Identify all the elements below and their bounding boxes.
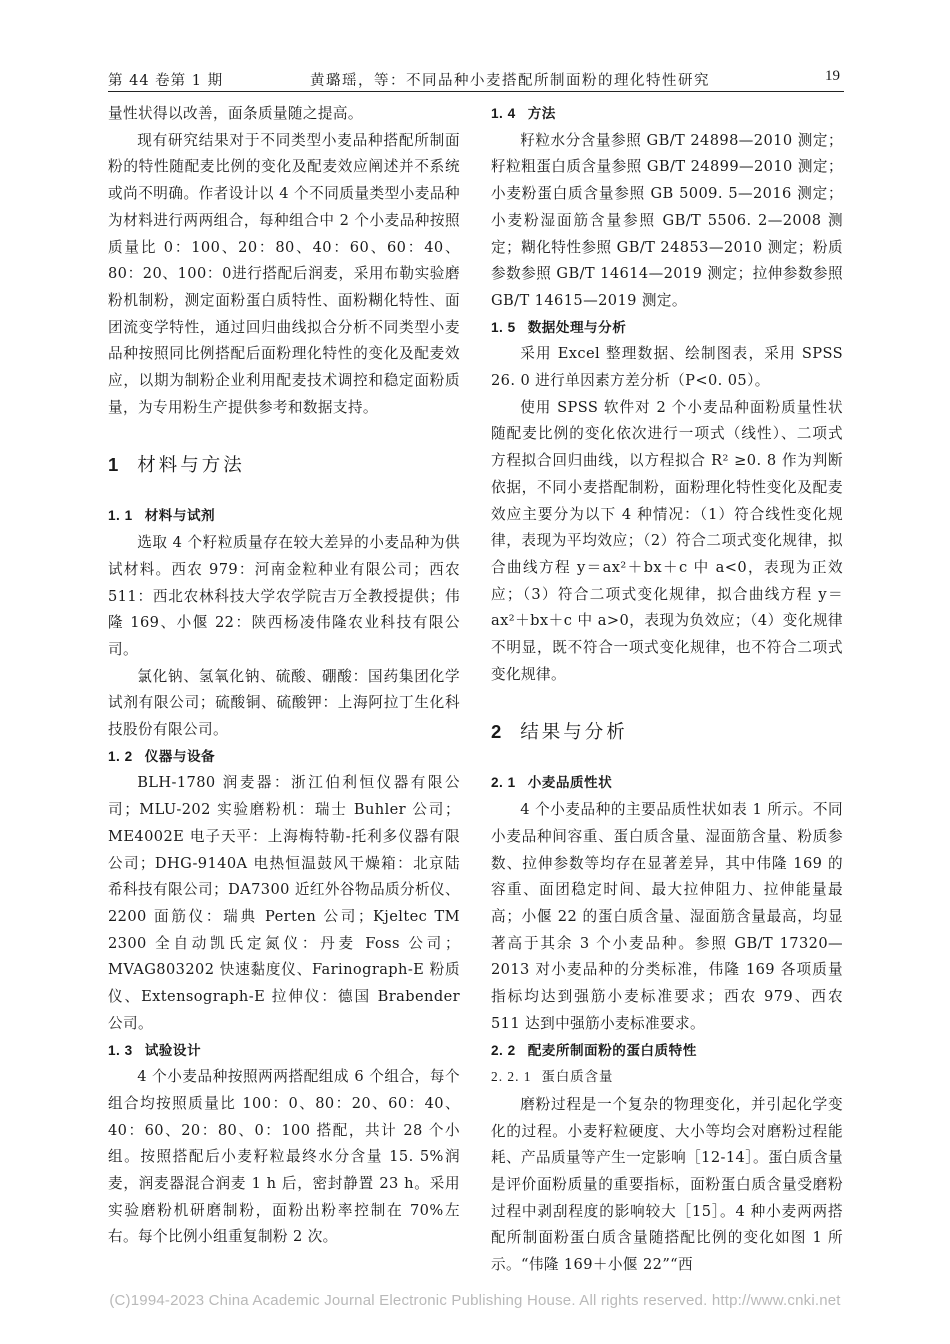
- subsubsection-heading-2-2-1: [491, 1064, 843, 1092]
- subsection-number: 1. 1: [108, 508, 133, 524]
- left-column: [108, 101, 460, 1251]
- subsection-heading-2-1: [491, 770, 843, 797]
- subsection-heading-1-5: [491, 315, 843, 342]
- subsection-title: 仪器与设备: [144, 748, 216, 765]
- subsection-number: 1. 5: [491, 319, 516, 335]
- subsection-heading-2-2: [491, 1038, 843, 1065]
- subsection-number: 1. 4: [491, 106, 516, 121]
- paragraph: 籽粒水分含量参照 GB/T 24898—2010 测定；籽粒粗蛋白质含量参照 GB/T 24899—2010 测定；小麦粉蛋白质含量参照 GB 5009. 5—2016 测定；小麦粉湿面筋含量参照 GB/T 5506. 2—2008 测定；糊化特性参照 GB/T 24853—2010 测定；粉质参数参照 GB/T 14614—2019 测定；拉伸参数参照 GB/T 14615—2019 测定。: [491, 131, 843, 309]
- subsection-heading-1-2: [108, 744, 460, 771]
- section-number: 1: [108, 454, 122, 476]
- section-title: 材料与方法: [137, 455, 245, 477]
- subsection-title: 方法: [527, 106, 556, 122]
- paragraph: BLH-1780 润麦器：浙江伯利恒仪器有限公司；MLU-202 实验磨粉机：瑞士 Buhler 公司；ME4002E 电子天平：上海梅特勒-托利多仪器有限公司；DHG-9140A 电热恒温鼓风干燥箱：北京陆希科技有限公司；DA7300 近红外谷物品质分析仪、2200 面筋仪：瑞典 Perten 公司；Kjeltec TM 2300 全自动凯氏定氮仪：丹麦 Foss 公司；MVAG803202 快速黏度仪、Farinograph-E 粉质仪、Extensograph-E 拉伸仪：德国 Brabender 公司。: [108, 774, 460, 1032]
- paragraph: 采用 Excel 整理数据、绘制图表，采用 SPSS 26. 0 进行单因素方差分析（P<0. 05）。: [491, 345, 843, 390]
- section-heading-1: [108, 441, 460, 489]
- paragraph: 氯化钠、氢氧化钠、硫酸、硼酸：国药集团化学试剂有限公司；硫酸铜、硫酸钾：上海阿拉丁生化科技股份有限公司。: [108, 667, 460, 739]
- page-number: 19: [825, 68, 840, 84]
- subsection-number: 1. 2: [108, 748, 133, 764]
- paragraph: 现有研究结果对于不同类型小麦品种搭配所制面粉的特性随配麦比例的变化及配麦效应阐述并不系统或尚不明确。作者设计以 4 个不同质量类型小麦品种为材料进行两两组合，每种组合中 2 个小麦品种按照质量比 0：100、20：80、40：60、60：40、80：20、100：0进行搭配后润麦，采用布勒实验磨粉机制粉，测定面粉蛋白质特性、面粉糊化特性、面团流变学特性，通过回归曲线拟合分析不同类型小麦品种按照同比例搭配后面粉理化特性的变化及配麦效应，以期为制粉企业利用配麦技术调控和稳定面粉质量，为专用粉生产提供参考和数据支持。: [108, 131, 460, 416]
- paragraph: 选取 4 个籽粒质量存在较大差异的小麦品种为供试材料。西农 979：河南金粒种业有限公司；西农 511：西北农林科技大学农学院吉万全教授提供；伟隆 169、小偃 22：陕西杨凌伟隆农业科技有限公司。: [108, 534, 460, 658]
- section-number: 2: [491, 721, 505, 743]
- paragraph: 4 个小麦品种的主要品质性状如表 1 所示。不同小麦品种间容重、蛋白质含量、湿面筋含量、粉质参数、拉伸参数等均存在显著差异，其中伟隆 169 的容重、面团稳定时间、最大拉伸阻力、拉伸能量最高；小偃 22 的蛋白质含量、湿面筋含量最高，均显著高于其余 3 个小麦品种。参照 GB/T 17320—2013 对小麦品种的分类标准，伟隆 169 各项质量指标均达到强筋小麦标准要求；西农 979、西农 511 达到中强筋小麦标准要求。: [491, 801, 843, 1032]
- paragraph: 4 个小麦品种按照两两搭配组成 6 个组合，每个组合均按照质量比 100：0、80：20、60：40、40：60、20：80、0：100 搭配，共计 28 个小组。按照搭配后小麦籽粒最终水分含量 15. 5%润麦，润麦器混合润麦 1 h 后，密封静置 23 h。采用实验磨粉机研磨制粉，面粉出粉率控制在 70%左右。每个比例小组重复制粉 2 次。: [108, 1068, 460, 1246]
- subsection-title: 小麦品质性状: [527, 775, 613, 792]
- subsection-title: 试验设计: [144, 1042, 202, 1059]
- running-header: [108, 66, 844, 92]
- subsection-number: 2. 2: [491, 1042, 516, 1058]
- section-heading-2: [491, 708, 843, 756]
- paragraph: 量性状得以改善，面条质量随之提高。: [108, 105, 363, 122]
- subsection-number: 1. 3: [108, 1042, 133, 1058]
- paragraph: 使用 SPSS 软件对 2 个小麦品种面粉质量性状随配麦比例的变化依次进行一项式（线性）、二项式方程拟合回归曲线，以方程拟合 R² ≥0. 8 作为判断依据，不同小麦搭配制粉，面粉理化特性变化及配麦效应主要分为以下 4 种情况：（1）符合线性变化规律，表现为平均效应；（2）符合二项式变化规律，拟合曲线方程 y＝ax²＋bx＋c 中 a<0，表现为正效应；（3）符合二项式变化规律，拟合曲线方程 y＝ax²＋bx＋c 中 a>0，表现为负效应；（4）变化规律不明显，既不符合一项式变化规律，也不符合二项式变化规律。: [491, 398, 843, 683]
- subsection-number: 2. 1: [491, 775, 516, 791]
- subsection-heading-1-3: [108, 1038, 460, 1065]
- subsection-title: 材料与试剂: [144, 508, 216, 525]
- subsection-title: 数据处理与分析: [527, 319, 627, 336]
- subsection-heading-1-1: [108, 503, 460, 530]
- subsection-title: 配麦所制面粉的蛋白质特性: [527, 1042, 697, 1059]
- header-rule: [108, 91, 844, 92]
- volume-issue: 第 44 卷第 1 期: [108, 73, 224, 89]
- subsection-heading-1-4: [491, 101, 843, 128]
- subsubsection-number: 2. 2. 1: [491, 1069, 532, 1085]
- subsubsection-title: 蛋白质含量: [541, 1070, 614, 1086]
- running-title: 黄璐瑶，等：不同品种小麦搭配所制面粉的理化特性研究: [310, 73, 710, 89]
- right-column: [491, 101, 843, 1279]
- section-title: 结果与分析: [520, 722, 628, 744]
- paragraph: 磨粉过程是一个复杂的物理变化，并引起化学变化的过程。小麦籽粒硬度、大小等均会对磨粉过程能耗、产品质量等产生一定影响［12-14］。蛋白质含量是评价面粉质量的重要指标，面粉蛋白质含量受磨粉过程中剥刮程度的影响较大［15］。4 种小麦两两搭配所制面粉蛋白质含量随搭配比例的变化如图 1 所示。“伟隆 169＋小偃 22”“西: [491, 1095, 843, 1274]
- copyright-footer: (C)1994-2023 China Academic Journal Electronic Publishing House. All rights reserved. http://www.cnki.net: [109, 1292, 841, 1309]
